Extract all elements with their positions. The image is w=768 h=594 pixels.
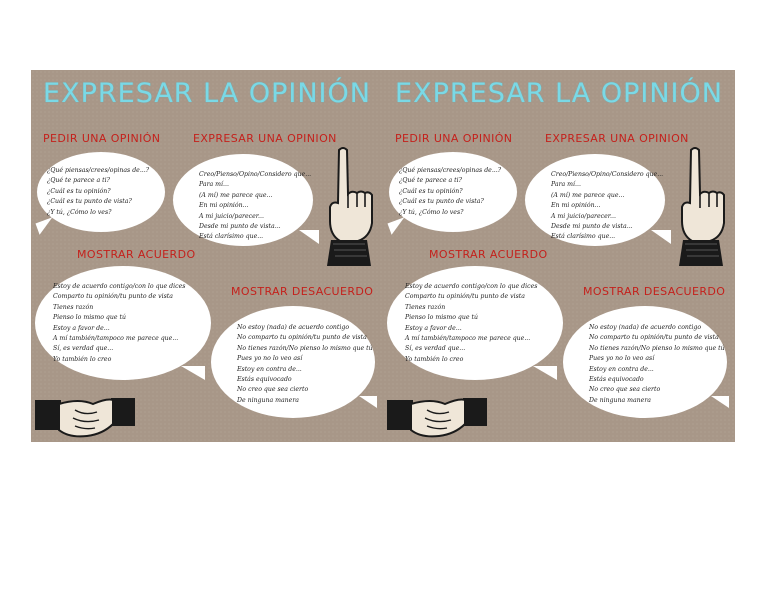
heading-mostrar-desacuerdo: MOSTRAR DESACUERDO (583, 285, 726, 298)
poster-title: EXPRESAR LA OPINIÓN (395, 78, 723, 109)
heading-expresar-opinion: EXPRESAR UNA OPINION (193, 132, 337, 145)
desacuerdo-phrases (237, 323, 373, 406)
bubble-tail (35, 217, 56, 234)
phrase-line: No tienes razón/No pienso lo mismo que tú (237, 344, 373, 352)
phrase-line: Pienso lo mismo que tú (53, 314, 126, 322)
phrase-line: Comparto tu opinión/tu punto de vista (53, 293, 173, 301)
poster-title: EXPRESAR LA OPINIÓN (43, 78, 371, 109)
phrase-line: En mi opinión... (551, 202, 601, 210)
phrase-line: Tienes razón (405, 303, 446, 311)
phrase-line: Sí, es verdad que... (405, 345, 466, 353)
heading-pedir-opinion: PEDIR UNA OPINIÓN (395, 132, 513, 145)
phrase-line: No estoy (nada) de acuerdo contigo (589, 324, 702, 331)
phrase-line: Para mí... (551, 181, 581, 189)
phrase-line: (A mí) me parece que... (199, 191, 273, 199)
poster-right (383, 70, 735, 442)
phrase-line: ¿Y tú, ¿Cómo lo ves? (399, 208, 464, 216)
phrase-line: Pues yo no lo veo así (237, 355, 303, 363)
phrase-line: ¿Qué te parece a ti? (399, 177, 462, 185)
phrase-line: Estoy de acuerdo contigo/con lo que dices (53, 283, 186, 290)
pedir-phrases (47, 166, 149, 218)
phrase-line: ¿Cuál es tu opinión? (399, 187, 463, 195)
phrase-line: Estás equivocado (237, 376, 292, 384)
phrase-line: Está clarísimo que... (551, 233, 616, 241)
phrase-line: Creo/Pienso/Opino/Considero que... (199, 171, 312, 178)
phrase-line: Para mí... (199, 181, 229, 189)
phrase-line: Pues yo no lo veo así (589, 355, 655, 363)
phrase-line: No creo que sea cierto (589, 386, 661, 394)
heading-pedir-opinion: PEDIR UNA OPINIÓN (43, 132, 161, 145)
handshake-icon (387, 388, 487, 440)
phrase-line: ¿Cuál es tu opinión? (47, 187, 111, 195)
phrase-line: Estoy de acuerdo contigo/con lo que dices (405, 283, 538, 290)
phrase-line: Creo/Pienso/Opino/Considero que... (551, 171, 664, 178)
expresar-phrases (199, 170, 311, 243)
phrase-line: Yo también lo creo (53, 355, 112, 363)
bubble-tail (387, 217, 408, 234)
phrase-line: ¿Cuál es tu punto de vista? (47, 198, 132, 206)
acuerdo-phrases (53, 282, 185, 365)
expresar-phrases (551, 170, 663, 243)
phrase-line: No comparto tu opinión/tu punto de vista (237, 334, 367, 342)
bubble-tail (181, 366, 205, 380)
phrase-line: No estoy (nada) de acuerdo contigo (237, 324, 350, 331)
phrase-line: ¿Y tú, ¿Cómo lo ves? (47, 208, 112, 216)
poster-left (31, 70, 383, 442)
phrase-line: (A mí) me parece que... (551, 191, 625, 199)
phrase-line: A mi juicio/parecer... (551, 212, 616, 220)
pointing-hand-icon (673, 146, 729, 266)
heading-mostrar-desacuerdo: MOSTRAR DESACUERDO (231, 285, 374, 298)
phrase-line: Yo también lo creo (405, 355, 464, 363)
phrase-line: A mi juicio/parecer... (199, 212, 264, 220)
phrase-line: Estoy en contra de... (237, 365, 302, 373)
phrase-line: A mí también/tampoco me parece que... (405, 335, 531, 343)
phrase-line: Estoy en contra de... (589, 365, 654, 373)
phrase-line: Tienes razón (53, 303, 94, 311)
phrase-line: De ninguna manera (589, 396, 651, 404)
phrase-line: Pienso lo mismo que tú (405, 314, 478, 322)
phrase-line: ¿Cuál es tu punto de vista? (399, 198, 484, 206)
phrase-line: Desde mi punto de vista... (199, 223, 281, 231)
heading-mostrar-acuerdo: MOSTRAR ACUERDO (429, 248, 548, 261)
desacuerdo-phrases (589, 323, 725, 406)
pedir-phrases (399, 166, 501, 218)
phrase-line: ¿Qué te parece a ti? (47, 177, 110, 185)
pointing-hand-icon (321, 146, 377, 266)
phrase-line: Sí, es verdad que... (53, 345, 114, 353)
phrase-line: Estoy a favor de... (53, 324, 110, 332)
phrase-line: En mi opinión... (199, 202, 249, 210)
handshake-icon (35, 388, 135, 440)
phrase-line: ¿Qué piensas/crees/opinas de...? (47, 167, 150, 174)
phrase-line: A mí también/tampoco me parece que... (53, 335, 179, 343)
phrase-line: Comparto tu opinión/tu punto de vista (405, 293, 525, 301)
phrase-line: Desde mi punto de vista... (551, 223, 633, 231)
phrase-line: De ninguna manera (237, 396, 299, 404)
heading-mostrar-acuerdo: MOSTRAR ACUERDO (77, 248, 196, 261)
heading-expresar-opinion: EXPRESAR UNA OPINION (545, 132, 689, 145)
phrase-line: No tienes razón/No pienso lo mismo que tú (589, 344, 725, 352)
phrase-line: Está clarísimo que... (199, 233, 264, 241)
phrase-line: ¿Qué piensas/crees/opinas de...? (399, 167, 502, 174)
bubble-tail (533, 366, 557, 380)
phrase-line: No comparto tu opinión/tu punto de vista (589, 334, 719, 342)
phrase-line: Estoy a favor de... (405, 324, 462, 332)
acuerdo-phrases (405, 282, 537, 365)
phrase-line: No creo que sea cierto (237, 386, 309, 394)
phrase-line: Estás equivocado (589, 376, 644, 384)
